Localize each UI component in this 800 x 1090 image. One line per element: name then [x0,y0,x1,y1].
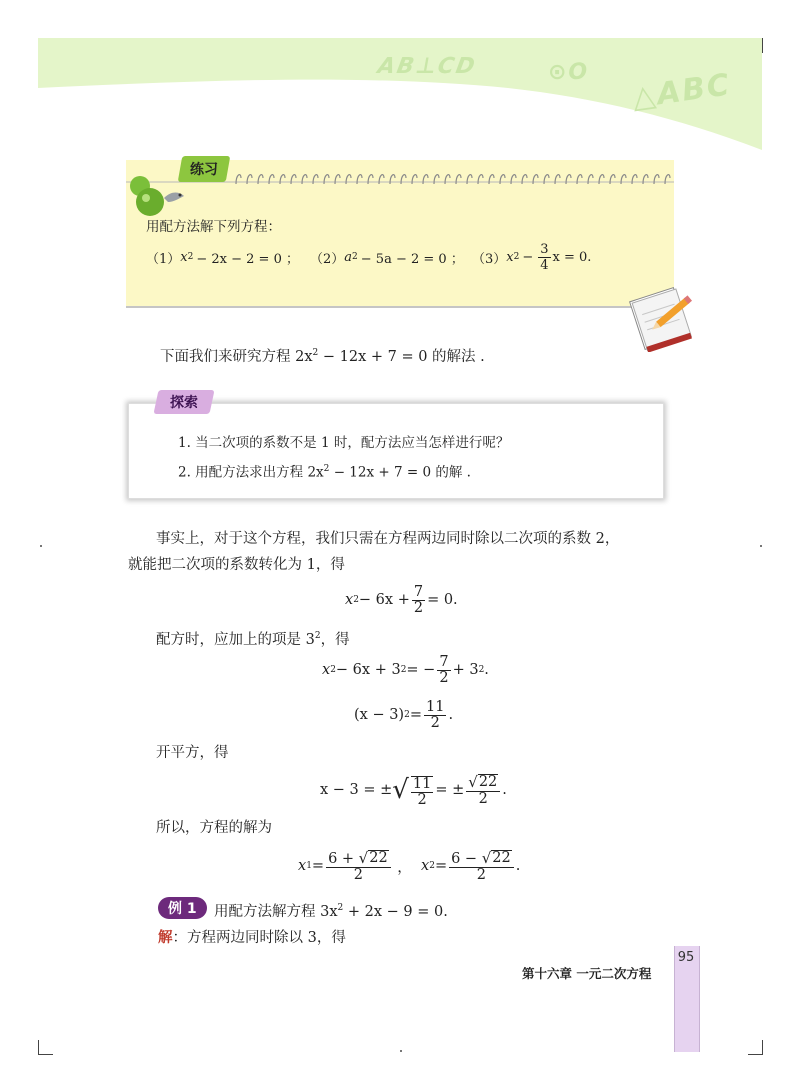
paragraph-2: 配方时，应加上的项是 $3^2$，得 [156,631,350,648]
footer-dot [400,1050,402,1052]
practice-item-3-rest: x = 0. [552,249,592,265]
example-solution: 解：方程两边同时除以 3，得 [158,930,346,946]
example-problem: 用配方法解方程 $3x^2 + 2x - 9 = 0$. [214,903,448,920]
notebook-ring [500,175,505,184]
notebook-ring [445,175,450,184]
explore-tab [153,390,214,414]
intro-sup: 2 [312,348,319,358]
notebook-ring [368,175,373,184]
intro-line [160,343,485,367]
notepad-pencil-icon [624,282,704,352]
practice-item-2: （2） a 2 − 5a − 2 = 0 ； [310,249,464,267]
equation-2: x 2 − 6x + 3 2 = − $\frac{7}{2}$ + 3 2 . [322,653,489,686]
practice-item-2-var: a [344,249,353,265]
banner-symbol-triangle: △ABC [630,67,734,116]
notebook-ring [390,175,395,184]
practice-item-1-rest: − 2x − 2 = 0 ； [196,251,299,267]
notebook-ring [236,175,241,184]
notebook-ring [511,175,516,184]
notebook-ring [478,175,483,184]
paragraph-3: 开平方，得 [156,745,229,761]
banner-symbol-circle: ⊙O [548,60,590,85]
notebook-ring [665,175,670,184]
practice-item-2-num: （2） [310,251,345,267]
notebook-ring [599,175,604,184]
notebook-ring [489,175,494,184]
notebook-ring [269,175,274,184]
notebook-ring [291,175,296,184]
practice-item-1: （1） x 2 − 2x − 2 = 0 ； [146,249,299,267]
notebook-ring [412,175,417,184]
notebook-ring [632,175,637,184]
notebook-ring [401,175,406,184]
notebook-ring [280,175,285,184]
practice-tab-label: 练习 [190,162,218,178]
equation-5: x 1 = 6 + √ 22 2 ， x 2 = 6 − √ 22 2 . [298,848,521,883]
practice-item-3: （3） x 2 − $\frac{3}{4}$ x = 0. [472,241,592,273]
intro-before: 下面我们来研究方程 2x [160,348,313,365]
crop-mark-bottom-left [38,1040,53,1055]
practice-bottom-line [126,306,674,308]
explore-question-1: 1. 当二次项的系数不是 1 时，配方法应当怎样进行呢？ [178,435,510,451]
notebook-ring [313,175,318,184]
notebook-ring [247,175,252,184]
notebook-ring [346,175,351,184]
notebook-ring [643,175,648,184]
notebook-ring [522,175,527,184]
notebook-ring [324,175,329,184]
intro-after: − 12x + 7 = 0 的解法 . [318,348,485,365]
equation-5-fraction-1: 6 + √ 22 2 [326,850,391,883]
paragraph-4: 所以，方程的解为 [156,820,272,836]
notebook-ring [588,175,593,184]
chapter-title: 第十六章 一元二次方程 [522,966,652,981]
practice-item-2-rest: − 5a − 2 = 0 ； [360,251,464,267]
equation-4-radical: √ $\frac{11}{2}$ [392,774,432,808]
margin-dot-left [40,545,42,547]
notebook-ring [379,175,384,184]
crop-mark-bottom-right [748,1040,763,1055]
notebook-ring [302,175,307,184]
notebook-ring [335,175,340,184]
notebook-ring [467,175,472,184]
notebook-ring [357,175,362,184]
explore-tab-label: 探索 [170,395,198,411]
practice-item-1-num: （1） [146,251,181,267]
practice-instruction: 用配方法解下列方程： [146,219,281,235]
notebook-ring [621,175,626,184]
example-badge: 例 1 [158,897,207,919]
equation-5-fraction-2: 6 − √ 22 2 [449,850,514,883]
equation-2-fraction: $\frac{7}{2}$ [439,653,449,686]
notebook-ring [577,175,582,184]
notebook-ring [423,175,428,184]
notebook-ring [566,175,571,184]
notebook-ring [434,175,439,184]
practice-item-3-fraction: $\frac{3}{4}$ [540,241,549,273]
notebook-ring [544,175,549,184]
equation-3-fraction: $\frac{11}{2}$ [425,698,445,731]
equation-4-fraction: √ 22 2 [466,774,500,807]
notebook-ring [456,175,461,184]
notebook-ring [533,175,538,184]
margin-dot-right [760,545,762,547]
equation-1-fraction: $\frac{7}{2}$ [413,583,424,616]
banner-symbol-perpendicular: AB⊥CD [375,54,479,79]
paragraph-1-line-1: 事实上，对于这个方程，我们只需在方程两边同时除以二次项的系数 2， [156,531,620,547]
page-number: 95 [677,950,695,965]
equation-4: x − 3 = ± √ $\frac{11}{2}$ = ± √ 22 2 . [320,772,507,808]
gourd-mascot-icon [120,168,190,218]
paragraph-1-line-2: 就能把二次项的系数转化为 1，得 [128,557,345,573]
notebook-ring [555,175,560,184]
practice-item-1-var: x [180,249,188,265]
practice-item-3-var: x [506,249,514,265]
notebook-ring [610,175,615,184]
explore-question-2: 2. 用配方法求出方程 $2x^2 - 12x + 7 = 0$ 的解 . [178,464,471,481]
equation-3: (x − 3) 2 = $\frac{11}{2}$ . [354,698,454,731]
solution-label: 解 [158,930,173,946]
notebook-ring [654,175,659,184]
equation-1: x 2 − 6x + $\frac{7}{2}$ = 0. [345,583,458,616]
practice-item-3-num: （3） [472,251,507,267]
notebook-ring [258,175,263,184]
